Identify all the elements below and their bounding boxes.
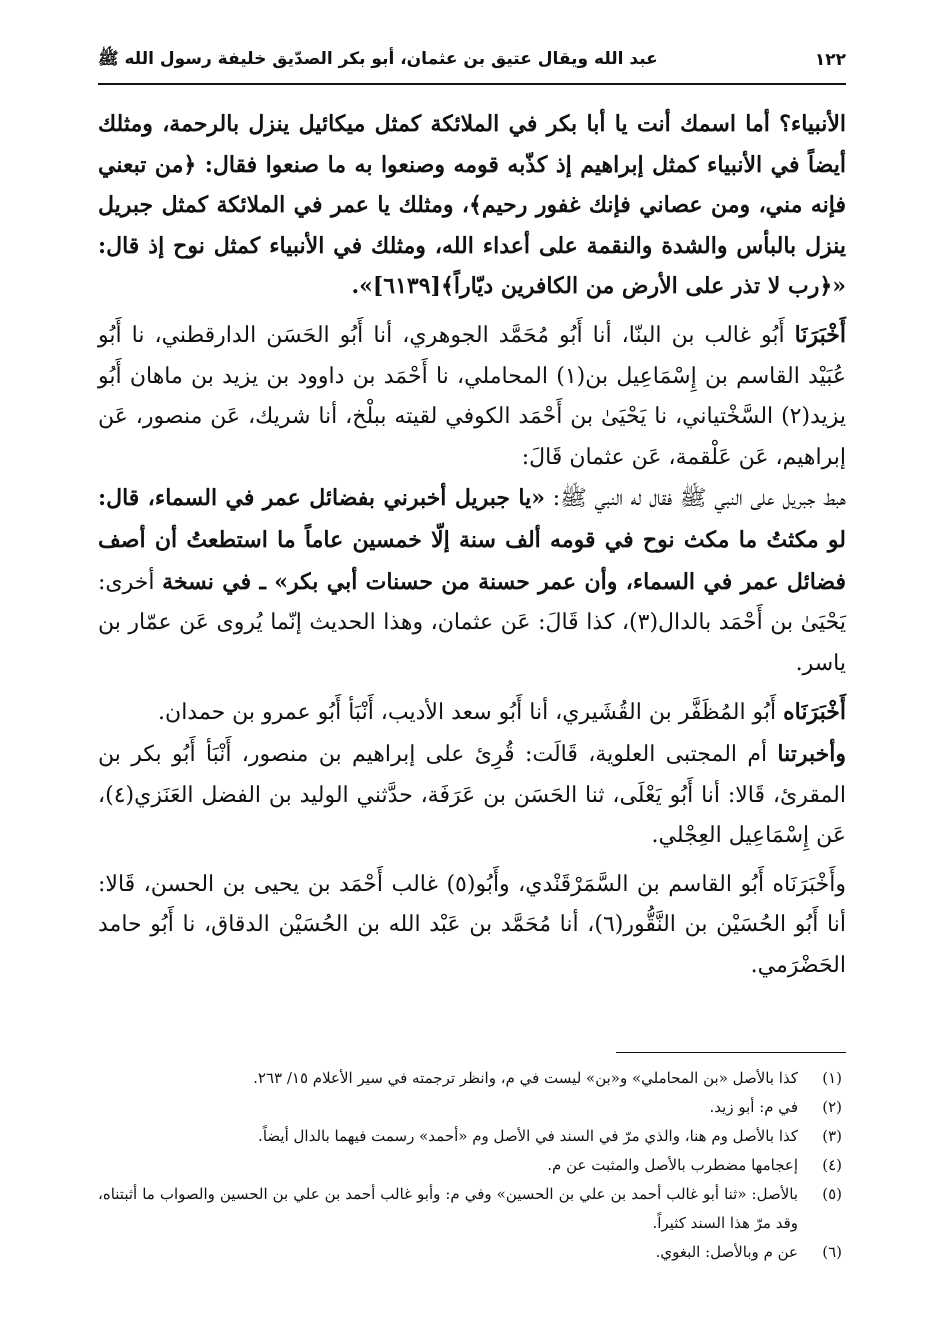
footnote-number: (٥) xyxy=(822,1185,842,1203)
paragraph-lead: وأَخْبَرَنَاه xyxy=(772,871,846,897)
running-header xyxy=(98,40,846,80)
footnotes xyxy=(98,1064,846,1267)
footnote xyxy=(98,1093,846,1122)
footnote-number: (٢) xyxy=(822,1098,842,1116)
footnote-text: بالأصل: «ثنا أبو غالب أحمد بن علي بن الحسين» وفي م: وأبو غالب أحمد بن علي بن الحسين والصواب ما أثبتناه، وقد مرّ هذا السند كثيراً. xyxy=(98,1185,798,1232)
paragraph-1 xyxy=(98,104,846,307)
paragraph-text: أَبُو القاسم بن السَّمَرْقَنْدي، وأَبُو(٥) غالب أَحْمَد بن يحيى بن الحسن، قَالا: أنا أَبُو الحُسَيْن بن النَّقُّور(٦)، أنا مُحَمَّد بن عَبْد الله بن الحُسَيْن الدقاق، نا أَبُو حامد الحَضْرَمي. xyxy=(98,871,846,978)
paragraph-text: أَبُو المُظَفَّر بن القُشَيري، أنا أَبُو سعد الأديب، أَنْبَأ أَبُو عمرو بن حمدان. xyxy=(158,700,784,726)
running-title: عبد الله ويقال عتيق بن عثمان، أبو بكر الصدّيق خليفة رسول الله ﷺ xyxy=(98,48,658,69)
page-number: ١٢٢ xyxy=(814,50,846,70)
paragraph-tail: أخرى: يَحْيَىٰ بن أَحْمَد بالدال(٣)، كذا قَالَ: عَن عثمان، وهذا الحديث إنّما يُروى عَن عمّار بن ياسر. xyxy=(98,569,846,676)
footnote-number: (٣) xyxy=(822,1127,842,1145)
footnote xyxy=(98,1180,846,1238)
paragraph-text: الأنبياء؟ أما اسمك أنت يا أبا بكر في الملائكة كمثل ميكائيل ينزل بالرحمة، ومثلك أيضاً في الأنبياء كمثل إبراهيم إذ كذّبه قومه وصنعوا به ما صنعوا فقال: ﴿من تبعني فإنه مني، ومن عصاني فإنك غفور رحيم﴾، ومثلك يا عمر في الملائكة كمثل جبريل ينزل بالبأس والشدة والنقمة على أعداء الله، ومثلك في الأنبياء كمثل نوح إذ قال: «﴿رب لا تذر على الأرض من الكافرين ديّاراً﴾[٦١٣٩]». xyxy=(98,111,846,300)
footnote-text: عن م وبالأصل: البغوي. xyxy=(655,1243,798,1261)
paragraph-3 xyxy=(98,478,846,684)
footnote-number: (١) xyxy=(822,1069,842,1087)
paragraph-lead: أَخْبَرَنَا xyxy=(794,321,846,348)
page xyxy=(98,30,846,1290)
paragraph-lead: وأخبرتنا xyxy=(777,740,846,767)
main-text xyxy=(98,104,846,986)
footnote-text: إعجامها مضطرب بالأصل والمثبت عن م. xyxy=(547,1156,798,1174)
paragraph-2 xyxy=(98,315,846,478)
paragraph-lead: هبط جبريل على النبي ﷺ فقال له النبي ﷺ: xyxy=(545,486,847,512)
paragraph-4 xyxy=(98,692,846,734)
paragraph-text: أم المجتبى العلوية، قَالَت: قُرِئ على إبراهيم بن منصور، أَنْبَأ أَبُو بكر بن المقرئ، قَالا: أنا أَبُو يَعْلَى، ثنا الحَسَن بن عَرَفَة، حدَّثني الوليد بن الفضل العَنَزي(٤)، عَن إِسْمَاعِيل العِجْلي. xyxy=(98,741,846,849)
footnote-text: كذا بالأصل وم هنا، والذي مرّ في السند في الأصل وم «أحمد» رسمت فيهما بالدال أيضاً. xyxy=(258,1127,798,1145)
header-rule xyxy=(98,83,846,85)
footnote-text: في م: أبو زيد. xyxy=(709,1098,798,1116)
footnote-number: (٦) xyxy=(822,1243,842,1261)
footnote-rule xyxy=(616,1052,846,1053)
paragraph-text: «يا جبريل أخبرني بفضائل عمر في السماء، قال: لو مكثتُ ما مكث نوح في قومه ألف سنة إلّا خمسين عاماً ما استطعتُ أن أصف فضائل عمر في السماء، وأن عمر حسنة من حسنات أبي بكر» ـ في نسخة xyxy=(98,485,847,595)
footnote xyxy=(98,1151,846,1180)
footnote xyxy=(98,1238,846,1267)
footnote xyxy=(98,1064,846,1093)
paragraph-text: أَبُو غالب بن البنّا، أنا أَبُو مُحَمَّد الجوهري، أنا أَبُو الحَسَن الدارقطني، نا أَبُو عُبَيْد القاسم بن إِسْمَاعِيل بن(١) المحاملي، نا أَحْمَد بن داوود بن يزيد بن ماهان أَبُو يزيد(٢) السَّخْتياني، نا يَحْيَىٰ بن أَحْمَد الكوفي لقيته ببلْخ، أنا شريك، عَن منصور، عَن إبراهيم، عَن عَلْقمة، عَن عثمان قَالَ: xyxy=(98,322,847,470)
paragraph-lead: أَخْبَرَنَاه xyxy=(783,699,846,726)
footnote-text: كذا بالأصل «بن المحاملي» و«بن» ليست في م، وانظر ترجمته في سير الأعلام ١٥/ ٢٦٣. xyxy=(253,1069,798,1087)
footnote xyxy=(98,1122,846,1151)
paragraph-6 xyxy=(98,865,846,987)
paragraph-5 xyxy=(98,734,846,857)
footnote-number: (٤) xyxy=(822,1156,842,1174)
